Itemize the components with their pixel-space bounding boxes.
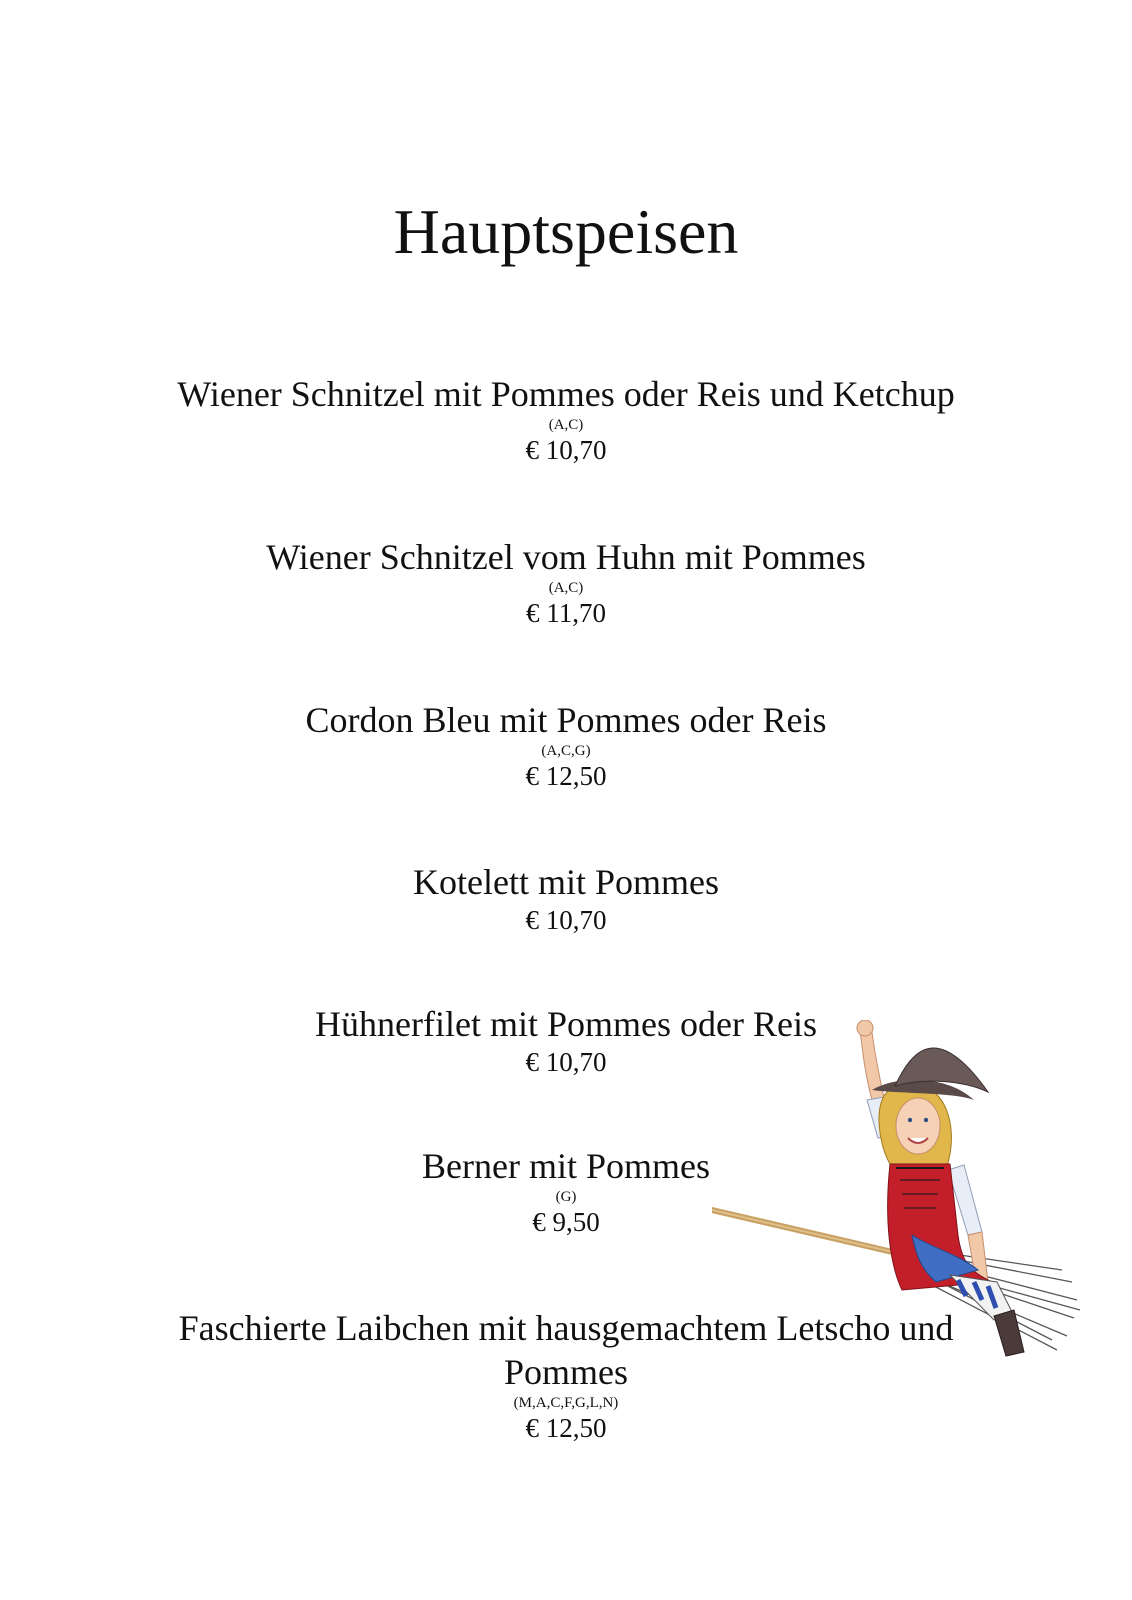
menu-item-price: € 11,70 bbox=[526, 598, 606, 628]
menu-item-allergens: (M,A,C,F,G,L,N) bbox=[513, 1395, 619, 1411]
menu-item-price: € 10,70 bbox=[525, 905, 607, 935]
page-title: Hauptspeisen bbox=[393, 196, 739, 267]
menu-item bbox=[60, 372, 1072, 466]
menu-item-allergens: (A,C) bbox=[548, 580, 584, 596]
menu-item bbox=[60, 535, 1072, 629]
menu-item-price: € 12,50 bbox=[525, 1413, 607, 1443]
menu-item-price: € 10,70 bbox=[525, 1047, 607, 1077]
menu-item-price: € 9,50 bbox=[532, 1207, 600, 1237]
menu-item-name: Wiener Schnitzel mit Pommes oder Reis und Ketchup bbox=[177, 374, 955, 414]
menu-item-price: € 10,70 bbox=[525, 435, 607, 465]
menu-item bbox=[60, 698, 1072, 792]
menu-item-name: Hühnerfilet mit Pommes oder Reis bbox=[315, 1004, 817, 1044]
menu-item-allergens: (A,C) bbox=[548, 417, 584, 433]
menu-item-name: Faschierte Laibchen mit hausgemachtem Letscho und Pommes bbox=[178, 1308, 954, 1392]
menu-item-allergens: (G) bbox=[555, 1189, 577, 1205]
menu-item bbox=[60, 860, 1072, 936]
menu-item-allergens: (A,C,G) bbox=[541, 743, 591, 759]
menu-item-price: € 12,50 bbox=[525, 761, 607, 791]
menu-item-name: Berner mit Pommes bbox=[422, 1146, 710, 1186]
menu-item-name: Cordon Bleu mit Pommes oder Reis bbox=[305, 700, 827, 740]
witch-on-broom-icon bbox=[712, 1020, 1092, 1380]
menu-item-name: Wiener Schnitzel vom Huhn mit Pommes bbox=[266, 537, 866, 577]
menu-item-name: Kotelett mit Pommes bbox=[413, 862, 719, 902]
